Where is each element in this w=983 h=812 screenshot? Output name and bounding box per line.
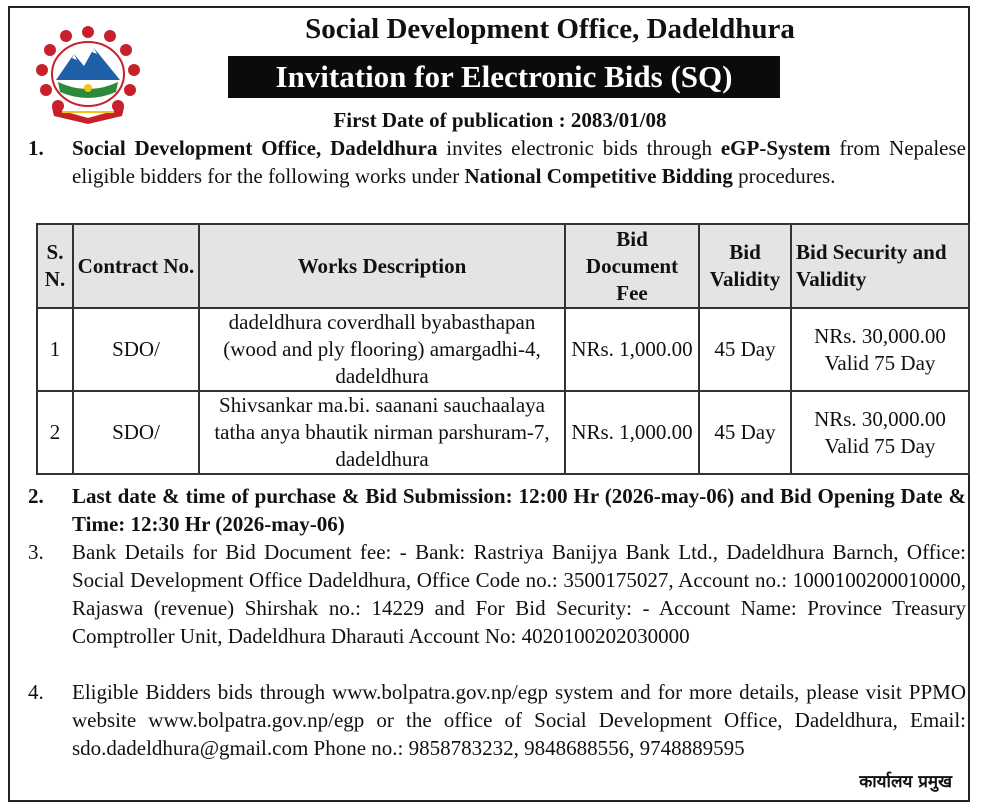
notice-frame bbox=[8, 6, 970, 802]
column-header-fee: Bid Document Fee bbox=[565, 224, 699, 308]
egp-system: eGP-System bbox=[720, 136, 831, 160]
paragraph-text: invites electronic bids through bbox=[437, 136, 721, 160]
office-name: Social Development Office, Dadeldhura bbox=[72, 136, 438, 160]
bid-table bbox=[36, 223, 970, 475]
table-row bbox=[37, 391, 969, 474]
paragraph-4 bbox=[28, 678, 966, 762]
cell-works: Shivsankar ma.bi. saanani sauchaalaya tatha anya bhautik nirman parshuram-7, dadeldhura bbox=[199, 391, 565, 474]
cell-security: NRs. 30,000.00 Valid 75 Day bbox=[791, 308, 969, 391]
office-title: Social Development Office, Dadeldhura bbox=[305, 13, 795, 45]
column-header-security: Bid Security and Validity bbox=[791, 224, 969, 308]
paragraph-text: procedures. bbox=[732, 164, 836, 188]
column-header-works: Works Description bbox=[199, 224, 565, 308]
bank-details: Bank Details for Bid Document fee: - Bank: Rastriya Banijya Bank Ltd., Dadeldhura Barnch, Office: Social Development Office Dadeldhura, Office Code no.: 3500175027, Account no.: 1000100200010000, Rajaswa (revenue) Shirshak no.: 14229 and For Bid Security: - Account Name: Province Treasury Comptroller Unit, Dadeldhura Dharauti Account No: 4020100202030000 bbox=[72, 540, 966, 648]
nepal-emblem-icon bbox=[32, 22, 144, 126]
cell-sn: 1 bbox=[37, 308, 73, 391]
submission-deadline: Last date & time of purchase & Bid Submission: 12:00 Hr (2026-may-06) and Bid Opening Date & Time: 12:30 Hr (2026-may-06) bbox=[72, 484, 966, 536]
cell-sn: 2 bbox=[37, 391, 73, 474]
cell-works: dadeldhura coverdhall byabasthapan (wood and ply flooring) amargadhi-4, dadeldhura bbox=[199, 308, 565, 391]
paragraph-2 bbox=[28, 482, 966, 538]
cell-contract: SDO/ bbox=[73, 308, 199, 391]
column-header-contract: Contract No. bbox=[73, 224, 199, 308]
cell-fee: NRs. 1,000.00 bbox=[565, 308, 699, 391]
bidding-procedure: National Competitive Bidding bbox=[464, 164, 733, 188]
cell-validity: 45 Day bbox=[699, 391, 791, 474]
cell-fee: NRs. 1,000.00 bbox=[565, 391, 699, 474]
paragraph-number: 2. bbox=[28, 484, 44, 508]
column-header-validity: Bid Validity bbox=[699, 224, 791, 308]
column-header-sn: S. N. bbox=[37, 224, 73, 308]
cell-contract: SDO/ bbox=[73, 391, 199, 474]
paragraph-number: 3. bbox=[28, 540, 44, 564]
paragraph-3 bbox=[28, 538, 966, 650]
cell-validity: 45 Day bbox=[699, 308, 791, 391]
paragraph-text: from Nepalese eligible bidders for the following works under bbox=[72, 136, 966, 188]
table-header-row bbox=[37, 224, 969, 308]
paragraph-number: 1. bbox=[28, 136, 44, 160]
notice-banner: Invitation for Electronic Bids (SQ) bbox=[228, 56, 780, 98]
contact-details: Eligible Bidders bids through www.bolpatra.gov.np/egp system and for more details, please visit PPMO website www.bolpatra.gov.np/egp or the office of Social Development Office, Dadeldhura, Email: sdo.dadeldhura@gmail.com Phone no.: 9858783232, 9848688556, 9748889595 bbox=[72, 680, 966, 760]
table-row bbox=[37, 308, 969, 391]
paragraph-number: 4. bbox=[28, 680, 44, 704]
office-chief-signature: कार्यालय प्रमुख bbox=[859, 772, 952, 792]
publication-date: First Date of publication : 2083/01/08 bbox=[333, 108, 667, 132]
paragraph-1 bbox=[28, 134, 966, 190]
cell-security: NRs. 30,000.00 Valid 75 Day bbox=[791, 391, 969, 474]
